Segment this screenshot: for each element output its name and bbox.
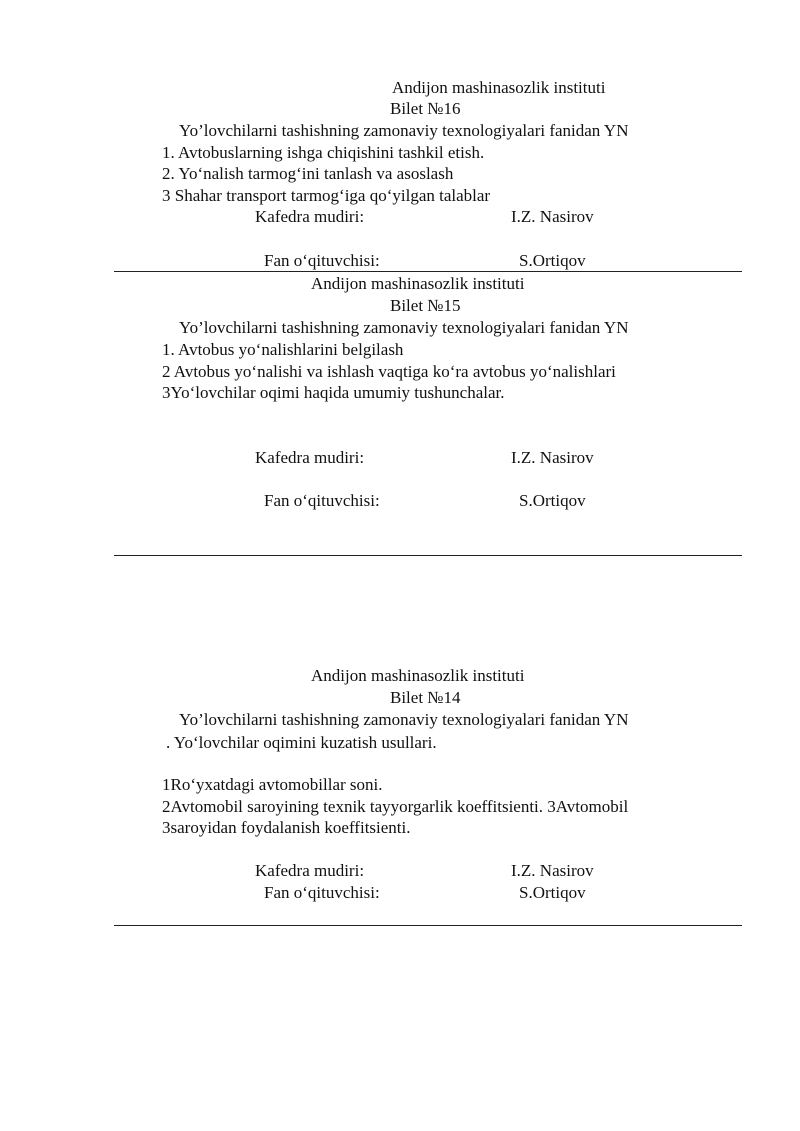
question-line: 3Yo‘lovchilar oqimi haqida umumiy tushunchalar. bbox=[162, 383, 505, 402]
question-line: 1. Avtobuslarning ishga chiqishini tashkil etish. bbox=[162, 143, 485, 162]
ticket-number: Bilet №15 bbox=[390, 296, 461, 315]
teacher-name: S.Ortiqov bbox=[519, 491, 586, 510]
question-line: 2Avtomobil saroyining texnik tayyorgarlik koeffitsienti. 3Avtomobil bbox=[162, 797, 629, 816]
kafedra-name: I.Z. Nasirov bbox=[511, 448, 594, 467]
teacher-label: Fan o‘qituvchisi: bbox=[264, 491, 380, 510]
question-line: . Yo‘lovchilar oqimini kuzatish usullari. bbox=[166, 733, 437, 752]
question-line: 1Ro‘yxatdagi avtomobillar soni. bbox=[162, 775, 383, 794]
subject-title: Yo’lovchilarni tashishning zamonaviy texnologiyalari fanidan YN bbox=[179, 710, 629, 729]
question-line: 3 Shahar transport tarmog‘iga qo‘yilgan talablar bbox=[162, 186, 491, 205]
teacher-label: Fan o‘qituvchisi: bbox=[264, 883, 380, 902]
kafedra-label: Kafedra mudiri: bbox=[255, 207, 365, 226]
subject-title: Yo’lovchilarni tashishning zamonaviy texnologiyalari fanidan YN bbox=[179, 318, 629, 337]
divider-line bbox=[114, 271, 742, 272]
kafedra-label: Kafedra mudiri: bbox=[255, 448, 365, 467]
question-line: 1. Avtobus yo‘nalishlarini belgilash bbox=[162, 340, 404, 359]
subject-title: Yo’lovchilarni tashishning zamonaviy texnologiyalari fanidan YN bbox=[179, 121, 629, 140]
kafedra-label: Kafedra mudiri: bbox=[255, 861, 365, 880]
kafedra-name: I.Z. Nasirov bbox=[511, 207, 594, 226]
divider-line bbox=[114, 555, 742, 556]
teacher-name: S.Ortiqov bbox=[519, 883, 586, 902]
ticket-number: Bilet №16 bbox=[390, 99, 461, 118]
institute-title: Andijon mashinasozlik instituti bbox=[311, 274, 525, 293]
institute-title: Andijon mashinasozlik instituti bbox=[392, 78, 606, 97]
teacher-name: S.Ortiqov bbox=[519, 251, 586, 270]
ticket-number: Bilet №14 bbox=[390, 688, 461, 707]
kafedra-name: I.Z. Nasirov bbox=[511, 861, 594, 880]
institute-title: Andijon mashinasozlik instituti bbox=[311, 666, 525, 685]
teacher-label: Fan o‘qituvchisi: bbox=[264, 251, 380, 270]
question-line: 2. Yo‘nalish tarmog‘ini tanlash va asoslash bbox=[162, 164, 454, 183]
divider-line bbox=[114, 925, 742, 926]
question-line: 3saroyidan foydalanish koeffitsienti. bbox=[162, 818, 411, 837]
question-line: 2 Avtobus yo‘nalishi va ishlash vaqtiga ko‘ra avtobus yo‘nalishlari bbox=[162, 362, 616, 381]
